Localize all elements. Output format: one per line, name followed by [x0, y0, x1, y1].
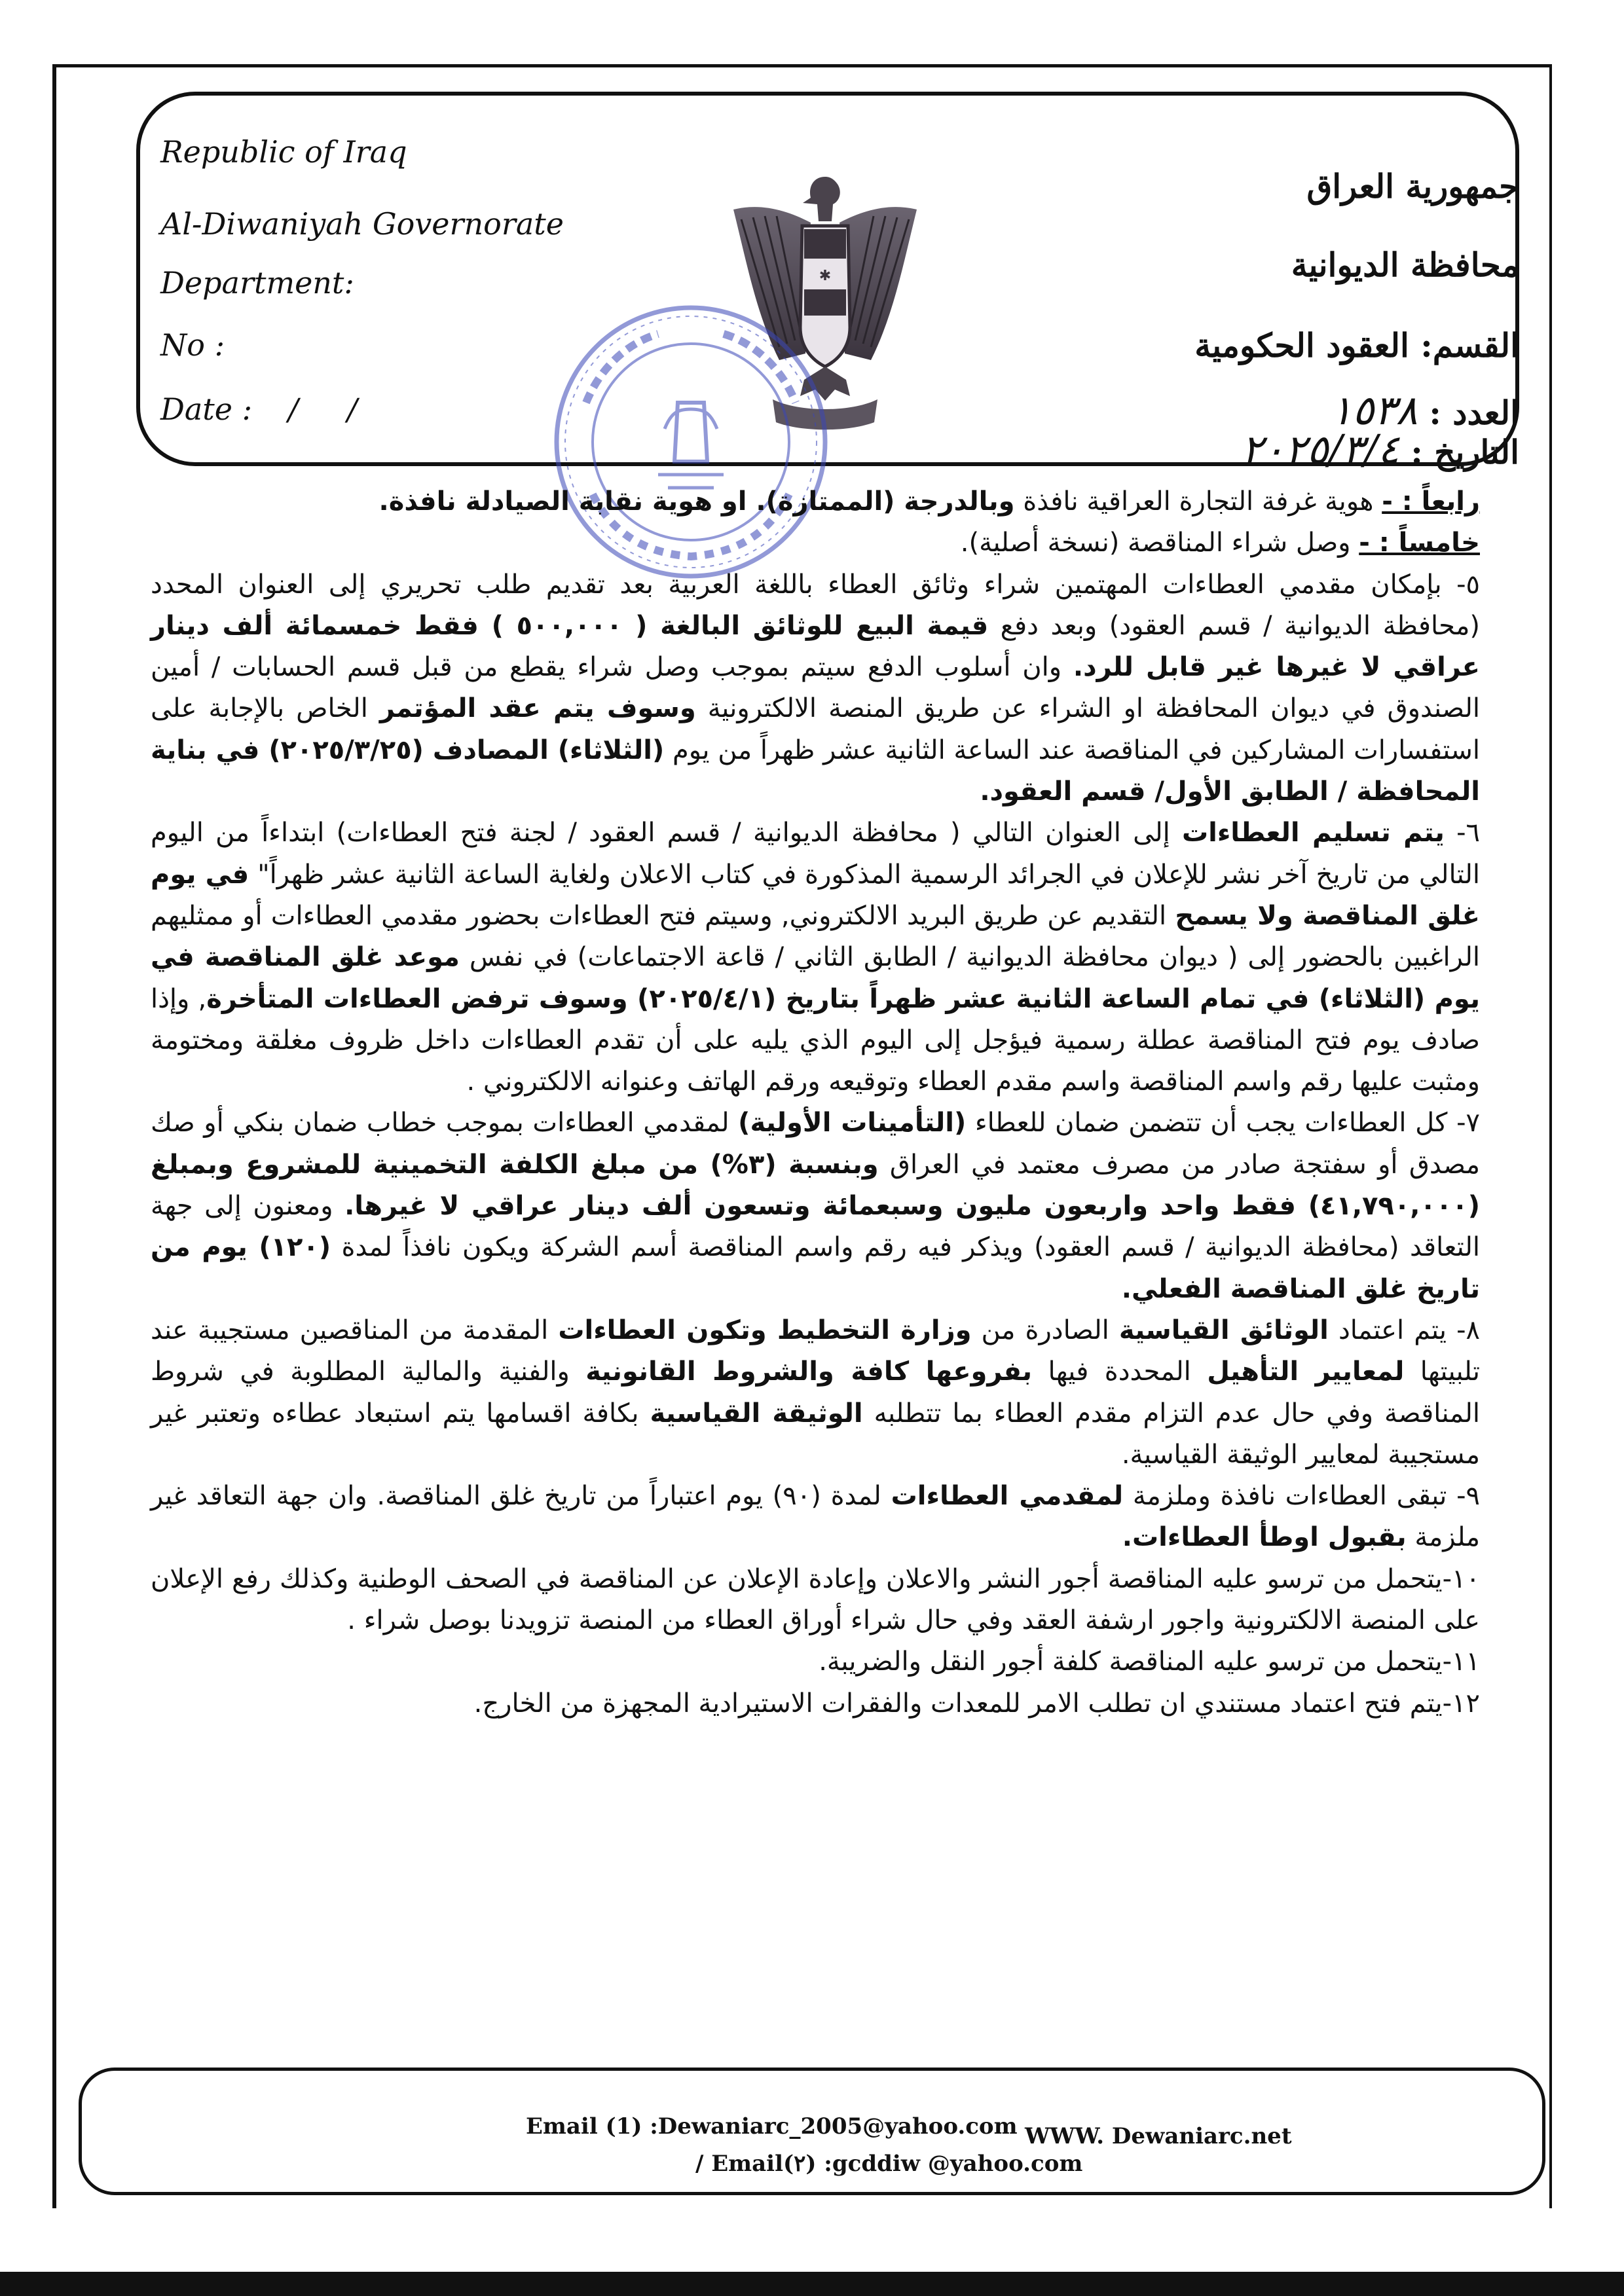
clause-fifth: [151, 522, 1480, 564]
clause-7-text-c: لمقدمي العطاءات بموجب خطاب ضمان بنكي أو صك مصدق أو سفتجة صادر من مصرف معتمد في العراق: [151, 1108, 1480, 1180]
clause-7-bid-guarantee: [151, 1102, 1480, 1309]
header-ar-governorate: محافظة الديوانية: [1291, 246, 1519, 284]
header-ar-date: [1241, 426, 1519, 473]
clause-5-price: قيمة البيع للوثائق البالغة ( ٥٠٠,٠٠٠ ) فقط خمسمائة ألف دينار عراقي لا غيرها غير قابل للرد.: [151, 610, 1480, 683]
clause-6-text-e: التقديم عن طريق البريد الالكتروني, وسيتم فتح العطاءات بحضور مقدمي العطاءات أو ممثليهم الراغبين بالحضور إلى ( ديوان محافظة الديوانية / الطابق الثاني / قاعة الاجتماعات) في نفس: [151, 900, 1480, 973]
footer-website: WWW. Dewaniarc.net: [1025, 2123, 1292, 2149]
clause-8-bold-d: وزارة التخطيط وتكون العطاءات: [558, 1315, 972, 1345]
clause-6-bold-b: يتم تسليم العطاءات: [1181, 818, 1445, 848]
header-ar-number-value: ١٥٣٨: [1330, 386, 1418, 434]
footer-email-1: Email (1) :Dewaniarc_2005@yahoo.com: [526, 2113, 1018, 2140]
clause-11-transport-tax: ١١-يتحمل من ترسو عليه المناقصة كلفة أجور النقل والضريبة.: [819, 1647, 1480, 1677]
clause-8-text-k: بكافة اقسامها يتم استبعاد عطاءه وتعتبر غير مستجيبة لمعايير الوثيقة القياسية.: [151, 1398, 1480, 1470]
clause-8-text-a: ٨- يتم اعتماد: [1328, 1315, 1481, 1345]
clause-6-bold-d: في يوم غلق المناقصة ولا يسمح: [151, 859, 1480, 931]
clause-fifth-text: وصل شراء المناقصة (نسخة أصلية).: [960, 528, 1351, 558]
header-ar-date-value: ٢٠٢٥/٣/٤: [1241, 426, 1399, 473]
header-en-date-slashes: / /: [288, 392, 377, 427]
header-ar-number-label: العدد :: [1429, 393, 1519, 432]
scan-bottom-edge: [0, 2272, 1624, 2296]
clause-5-text-c: وان أسلوب الدفع سيتم بموجب وصل شراء يقطع من قبل قسم الحسابات / أمين الصندوق في ديوان المحافظة او الشراء عن طريق المنصة الالكترونية: [151, 652, 1481, 724]
clause-9-text-c: لمدة (٩٠) يوم اعتباراً من تاريخ غلق المناقصة. وان جهة التعاقد غير ملزمة: [151, 1481, 1480, 1553]
clause-8-bold-f: لمعايير التأهيل: [1207, 1357, 1405, 1387]
clause-6-text-c: إلى العنوان التالي ( محافظة الديوانية / قسم العقود / لجنة فتح العطاءات) ابتداءاً من اليوم التالي من تاريخ آخر نشر للإعلان في الجرائد الرسمية المذكورة في كتاب الاعلان ولغاية الساعة الثانية عشر ظهراً": [151, 818, 1481, 890]
clause-5-conference-date: (الثلاثاء) المصادف (٢٠٢٥/٣/٢٥) في بناية المحافظة / الطابق الأول/ قسم العقود.: [151, 735, 1480, 807]
clause-6-bid-submission: [151, 812, 1480, 1102]
clause-9-bid-validity: [151, 1476, 1480, 1559]
svg-text:✱: ✱: [819, 268, 832, 284]
clause-6-text-g: , وإذا صادف يوم فتح المناقصة عطلة رسمية فيؤجل إلى اليوم الذي يليه على أن تقدم العطاءات داخل ظروف مغلقة ومختومة ومثبت عليها رقم واسم المناقصة واسم مقدم العطاء وتوقيعه ورقم الهاتف وعنوانه الالكتروني .: [151, 983, 1480, 1097]
clause-8-bold-h: بفروعها كافة والشروط القانونية: [585, 1357, 1033, 1387]
clause-fifth-label: خامساً : -: [1359, 528, 1480, 558]
clause-fourth-text: هوية غرفة التجارة العراقية نافذة: [1014, 486, 1374, 517]
clause-7-text-a: ٧- كل العطاءات يجب أن تتضمن ضمان للعطاء: [966, 1108, 1480, 1139]
header-en-number: No :: [160, 327, 225, 363]
clause-6-number: ٦-: [1444, 818, 1480, 848]
clause-8-text-e: المقدمة من المناقصين مستجيبة عند تلبيتها: [151, 1315, 1480, 1387]
clause-7-text-e: ومعنون إلى جهة التعاقد (محافظة الديوانية / قسم العقود) ويذكر فيه رقم واسم المناقصة أسم الشركة ويكون نافذاً لمدة: [151, 1191, 1480, 1263]
clause-12-letter-of-credit: ١٢-يتم فتح اعتماد مستندي ان تطلب الامر للمعدات والفقرات الاستيرادية المجهزة من الخارج.: [473, 1688, 1480, 1719]
clause-5-text-e: الخاص بالإجابة على استفسارات المشاركين في المناقصة عند الساعة الثانية عشر ظهراً من يوم: [151, 693, 1481, 765]
clause-7-validity: (١٢٠) يوم من تاريخ غلق المناقصة الفعلي.: [151, 1232, 1480, 1304]
clause-7-amount: وبنسبة (٣%) من مبلغ الكلفة التخمينية للمشروع وبمبلغ (٤١,٧٩٠,٠٠٠) فقط واحد واربعون مليون وسبعمائة وتسعون ألف دينار عراقي لا غيرها.: [151, 1149, 1480, 1222]
clause-fourth-label: رابعاً : -: [1382, 486, 1480, 517]
footer-email-2: / Email(٢) :gcddiw @yahoo.com: [695, 2151, 1083, 2177]
header-en-country: Republic of Iraq: [160, 134, 407, 170]
clause-8-bold-j: الوثيقة القياسية: [650, 1398, 863, 1429]
clause-fourth: [151, 481, 1480, 522]
clause-9-text-a: ٩- تبقى العطاءات نافذة وملزمة: [1123, 1481, 1481, 1512]
clause-6-closing-date: موعد غلق المناقصة في يوم (الثلاثاء) في تمام الساعة الثانية عشر ظهراً بتاريخ (٢٠٢٥/٤/١) وسوف ترفض العطاءات المتأخرة: [151, 942, 1480, 1014]
tender-announcement-body: [151, 481, 1480, 1724]
clause-9-bold-d: بقبول اوطأ العطاءات.: [1122, 1522, 1407, 1553]
header-ar-department: القسم: العقود الحكومية: [1194, 326, 1519, 365]
header-en-governorate: Al-Diwaniyah Governorate: [160, 206, 564, 242]
header-ar-date-label: التاريخ :: [1411, 433, 1519, 471]
clause-5-document-purchase: [151, 564, 1480, 813]
clause-10-publication-fees: ١٠-يتحمل من ترسو عليه المناقصة أجور النشر والاعلان وإعادة الإعلان عن المناقصة في الصحف الوطنية وكذلك رفع الإعلان على المنصة الالكترونية واجور ارشفة العقد وفي حال شراء أوراق العطاء من المنصة تزويدنا بوصل شراء .: [151, 1563, 1480, 1636]
clause-8-standard-documents: [151, 1310, 1480, 1476]
clause-8-bold-b: الوثائق القياسية: [1118, 1315, 1329, 1345]
clause-8-text-g: المحددة فيها: [1032, 1357, 1208, 1387]
header-ar-country: جمهورية العراق: [1306, 167, 1519, 206]
clause-5-conference: وسوف يتم عقد المؤتمر: [379, 693, 696, 724]
clause-8-text-c: الصادرة من: [971, 1315, 1119, 1345]
clause-7-bold-b: (التأمينات الأولية): [738, 1108, 967, 1139]
header-en-date-label: Date :: [160, 392, 253, 427]
clause-fourth-bold: وبالدرجة (الممتازة). او هوية نقابة الصيادلة نافذة.: [378, 486, 1015, 517]
clause-8-text-i: والفنية والمالية المطلوبة في شروط المناقصة وفي حال عدم التزام مقدم العطاء بما تتطلبه: [151, 1357, 1480, 1429]
clause-5-text-a: ٥- بإمكان مقدمي العطاءات المهتمين شراء وثائق العطاء باللغة العربية بعد تقديم طلب تحريري إلى العنوان المحدد (محافظة الديوانية / قسم العقود) وبعد دفع: [151, 569, 1480, 641]
header-en-department: Department:: [160, 265, 354, 301]
clause-9-bold-b: لمقدمي العطاءات: [891, 1481, 1124, 1512]
